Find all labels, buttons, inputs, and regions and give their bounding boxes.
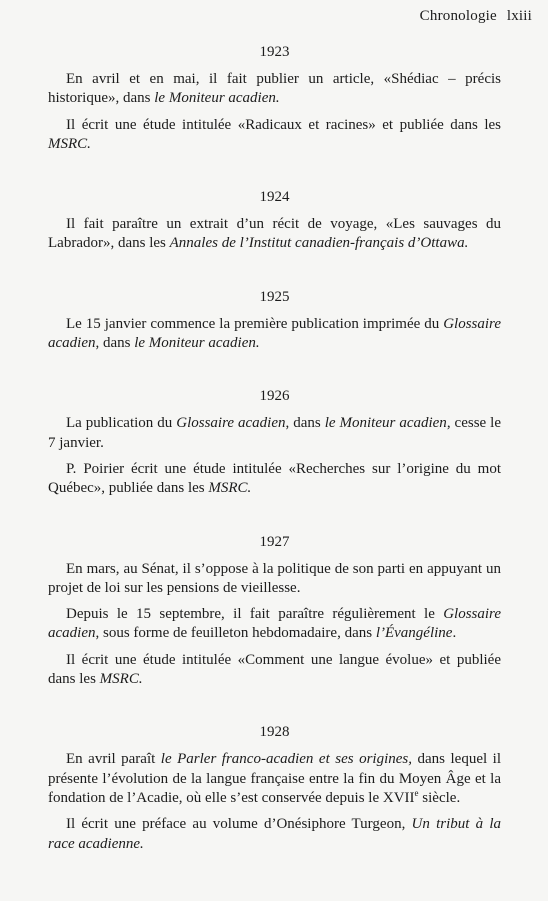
text-run: , sous forme de feuilleton hebdomadaire, dans [95,625,376,642]
italic-title: le Parler franco-acadien et ses origines, [160,751,413,768]
running-head [420,8,532,25]
text-run: En mars, au Sénat, il s’oppose à la politique de son parti en appuyant un projet de loi sur les pensions de vieillesse. [48,560,501,596]
text-run: siècle. [418,789,461,806]
year-entry [48,534,501,690]
chronology-body [48,44,501,889]
text-run: P. Poirier écrit une étude intitulée «Recherches sur l’origine du mot Québec», publiée dans les [48,460,501,497]
chronology-paragraph [48,651,501,690]
chronology-paragraph [48,70,501,109]
italic-title: le Moniteur acadien. [154,90,280,107]
text-run: , dans [285,415,325,432]
chronology-paragraph [48,560,501,599]
year-entry [48,44,501,154]
italic-title: Glossaire acadien [48,606,501,642]
italic-title: Glossaire acadien [176,415,286,432]
italic-title: le Moniteur acadien [324,415,447,432]
year-heading: 1923 [259,44,290,60]
year-entry [48,289,501,354]
chronology-paragraph [48,116,501,155]
year-heading: 1928 [259,724,290,741]
chronology-paragraph [48,750,501,808]
chronology-paragraph [48,215,501,254]
text-run: Il fait paraître un extrait d’un récit de voyage, «Les sauvages du Labrador», dans les [48,216,501,252]
italic-title: MSRC. [48,135,91,152]
year-heading: 1927 [259,533,290,550]
year-heading: 1925 [259,288,290,305]
chronology-paragraph [48,605,501,644]
italic-title: Un tribut à la race acadienne. [48,816,501,852]
text-run: Il écrit une préface au volume d’Onésiphore Turgeon, [66,816,412,833]
italic-title: Glossaire acadien [48,315,501,352]
text-run: En avril et en mai, il fait publier un article, «Shédiac – précis historique», dans [48,71,501,107]
year-entry [48,388,501,498]
chronology-paragraph [48,815,501,854]
chronology-paragraph [48,460,501,499]
year-heading: 1924 [259,189,290,206]
page-number: lxiii [506,8,532,24]
text-run: Il écrit une étude intitulée «Radicaux et racines» et publiée dans les [66,116,501,133]
text-run: , cesse le 7 janvier. [48,415,501,451]
text-run: . [452,625,457,642]
year-heading: 1926 [259,388,290,405]
text-run: Le 15 janvier commence la première publication imprimée du [66,315,444,332]
italic-title: MSRC. [99,671,143,688]
text-run: dans lequel il présente l’évolution de la langue française entre la fin du Moyen Âge et la fondation de l’Acadie, où elle s’est conservée depuis le XVII [48,751,501,806]
section-title: Chronologie [419,8,497,24]
italic-title: l’Évangéline [375,625,453,642]
chronology-paragraph [48,315,501,354]
text-run: , dans [95,335,135,352]
text-run: Depuis le 15 septembre, il fait paraître régulièrement le [66,606,444,623]
text-run: En avril paraît [66,751,161,768]
text-run: La publication du [66,415,177,432]
italic-title: MSRC. [208,480,252,497]
year-entry [48,724,501,853]
chronology-paragraph [48,414,501,453]
italic-title: le Moniteur acadien. [134,335,260,352]
italic-title: Annales de l’Institut canadien-français d’Ottawa. [169,235,469,252]
superscript-text: e [414,787,419,798]
year-entry [48,189,501,254]
text-run: Il écrit une étude intitulée «Comment une langue évolue» et publiée dans les [48,651,501,688]
